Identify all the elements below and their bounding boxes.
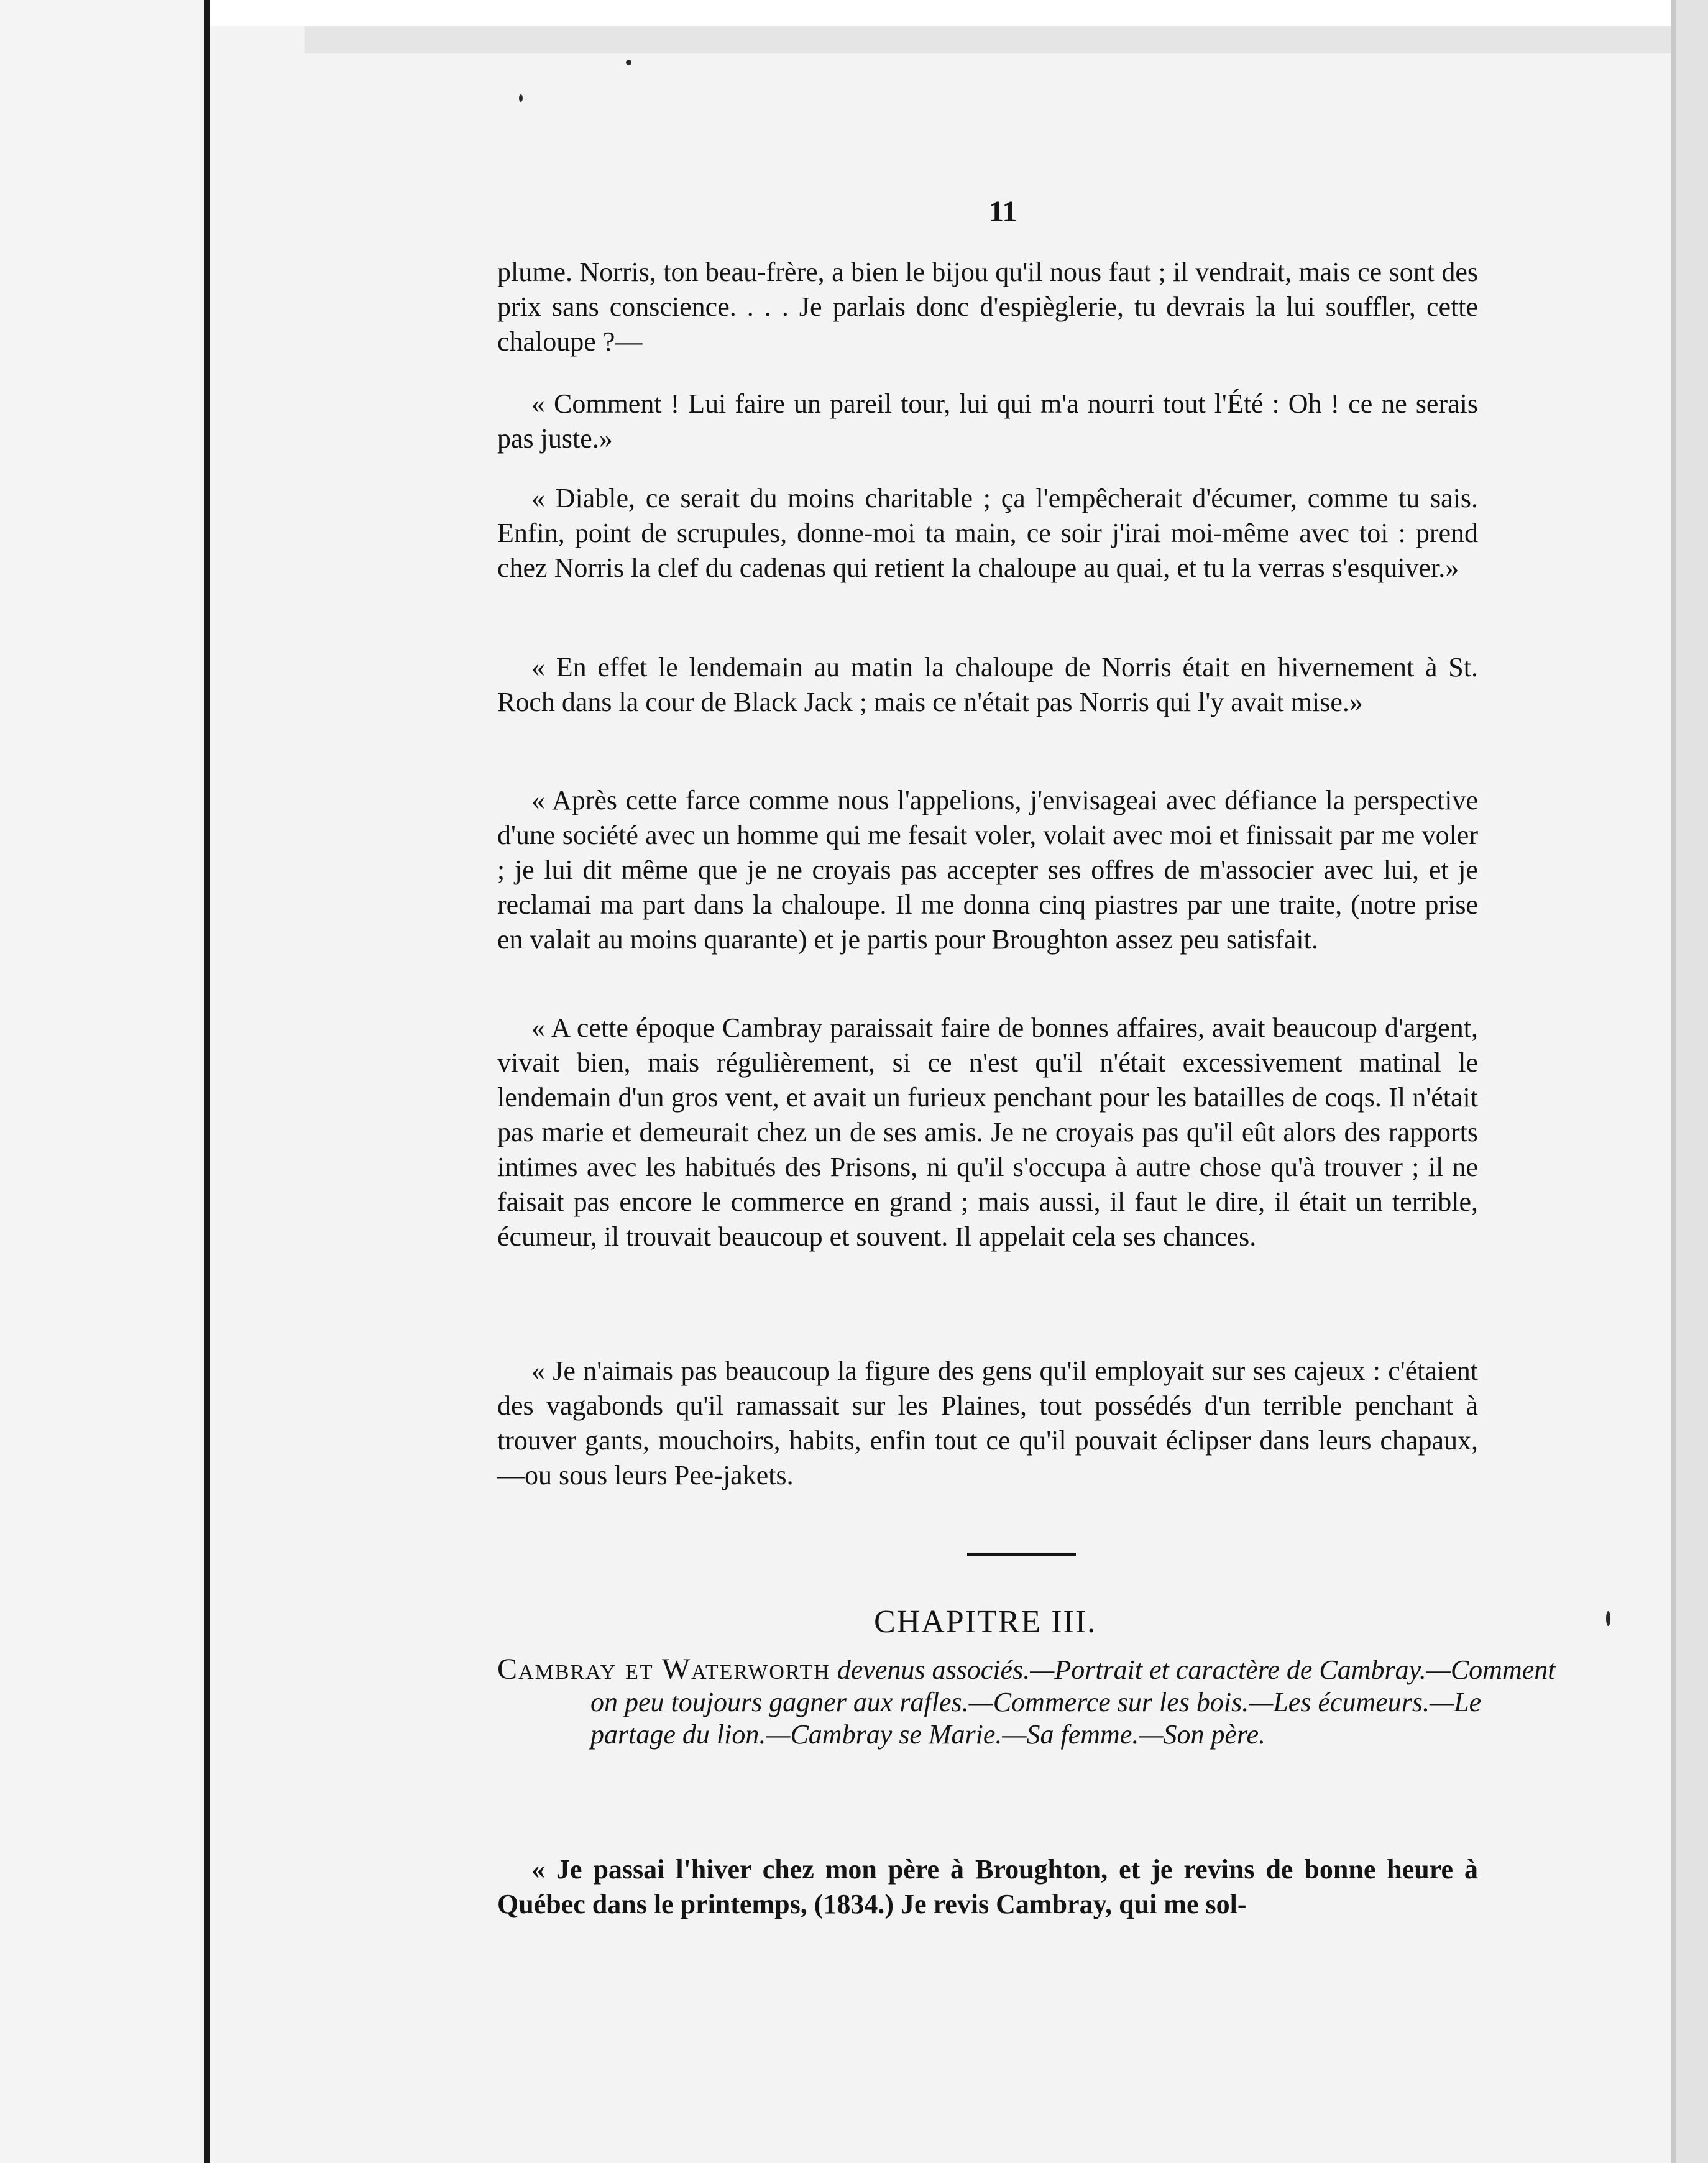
- paragraph: « En effet le lendemain au matin la chaloupe de Norris était en hivernement à St. Roch dans la cour de Black Jack ; mais ce n'était pas Norris qui l'y avait mise.»: [497, 652, 1478, 717]
- page-top-shadow: [305, 26, 1672, 53]
- paragraph: « Je passai l'hiver chez mon père à Broughton, et je revins de bonne heure à Québec dans le printemps, (1834.) Je revis Cambray, qui me sol-: [497, 1854, 1478, 1919]
- chapter-title: CHAPITRE III.: [874, 1604, 1097, 1640]
- facing-page-margin: [0, 0, 208, 2163]
- print-speck: [626, 60, 631, 65]
- paragraph: « A cette époque Cambray paraissait faire de bonnes affaires, avait beaucoup d'argent, vivait bien, mais régulièrement, si ce n'est qu'il n'était excessivement matinal le lendemain d'un gros vent, et avait un furieux penchant pour les batailles de coqs. Il n'était pas marie et demeurait chez un de ses amis. Je ne croyais pas qu'il eût alors des rapports intimes avec les habitués des Prisons, ni qu'il s'occupa à autre chose qu'à trouver ; il ne faisait pas encore le commerce en grand ; mais aussi, il faut le dire, il était un terrible, écumeur, il trouvait beaucoup et souvent. Il appelait cela ses chances.: [497, 1013, 1478, 1252]
- chapter-summary-head: Cambray et Waterworth: [497, 1653, 830, 1686]
- page-gutter-edge: [204, 0, 210, 2163]
- paragraph: « Diable, ce serait du moins charitable ; ça l'empêcherait d'écumer, comme tu sais. Enfin, point de scrupules, donne-moi ta main, ce soir j'irai moi-même avec toi : prend chez Norris la clef du cadenas qui retient la chaloupe au quai, et tu la verras s'esquiver.»: [497, 483, 1478, 583]
- page-right-shadow: [1676, 0, 1708, 2163]
- paragraph: « Je n'aimais pas beaucoup la figure des gens qu'il employait sur ses cajeux : c'étaient des vagabonds qu'il ramassait sur les Plaines, tout possédés d'un terrible penchant à trouver gants, mouchoirs, habits, enfin tout ce qu'il pouvait éclipser dans leurs chapaux,—ou sous leurs Pee-jakets.: [497, 1356, 1478, 1490]
- chapter-summary: [497, 1653, 1571, 1751]
- page-number: 11: [989, 195, 1017, 228]
- print-speck: [1606, 1611, 1610, 1626]
- print-speck: [519, 94, 523, 102]
- paragraph: plume. Norris, ton beau-frère, a bien le bijou qu'il nous faut ; il vendrait, mais ce sont des prix sans conscience. . . . Je parlais donc d'espièglerie, tu devrais la lui souffler, cette chaloupe ?—: [497, 257, 1478, 357]
- page-right-edge: [1671, 0, 1676, 2163]
- paragraph: « Après cette farce comme nous l'appelions, j'envisageai avec défiance la perspective d'une société avec un homme qui me fesait voler, volait avec moi et finissait par me voler ; je lui dit même que je ne croyais pas accepter ses offres de m'associer avec lui, et je reclamai ma part dans la chaloupe. Il me donna cinq piastres par une traite, (notre prise en valait au moins quarante) et je partis pour Broughton assez peu satisfait.: [497, 785, 1478, 955]
- paragraph: « Comment ! Lui faire un pareil tour, lui qui m'a nourri tout l'Été : Oh ! ce ne serais pas juste.»: [497, 388, 1478, 454]
- section-divider: [967, 1553, 1076, 1556]
- chapter-summary-text: devenus associés.—Portrait et caractère de Cambray.—Comment on peu toujours gagner aux rafles.—Commerce sur les bois.—Les écumeurs.—Le partage du lion.—Cambray se Marie.—Sa femme.—Son père.: [590, 1655, 1556, 1750]
